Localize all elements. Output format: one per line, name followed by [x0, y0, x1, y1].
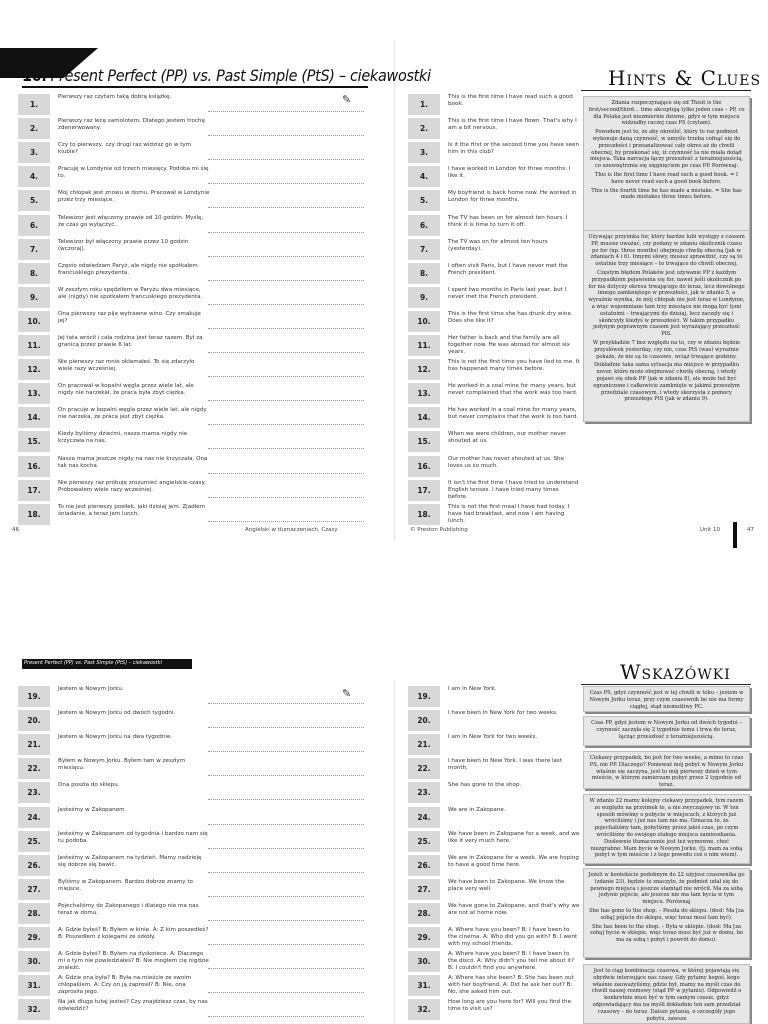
exercise-sentence: We are in Zakopane.: [448, 806, 506, 813]
running-header-banner: [22, 659, 192, 669]
exercise-row: [408, 927, 578, 949]
exercise-number: 26.: [18, 855, 50, 876]
exercise-row: [408, 758, 578, 780]
exercise-number: 9.: [408, 287, 440, 308]
running-header-text: Present Perfect (PP) vs. Past Simple (PtS) – ciekawostki: [24, 660, 162, 666]
exercise-row: [408, 951, 578, 973]
exercise-row: [18, 879, 364, 901]
exercise-number: 17.: [18, 480, 50, 501]
exercise-sentence: She has gone to the shop.: [448, 782, 522, 789]
exercise-number: 16.: [18, 456, 50, 477]
exercise-number: 22.: [408, 758, 440, 779]
exercise-sentence: We have been to Zakopane. We know the place very well.: [448, 878, 565, 892]
exercise-row: [408, 807, 578, 829]
exercise-number: 10.: [408, 311, 440, 332]
exercise-row: [18, 287, 364, 309]
exercise-number: 3.: [408, 142, 440, 163]
exercise-number: 26.: [408, 855, 440, 876]
hint-paragraph: Jest to ciąg kombinacja czasowa, w której pojawiają się obydwie intersujące nas czasy. Gdy pytamy kogoś, kogo właśnie zauważyliśmy, gdzie był, mamy na myśli czas do chwili naszej rozmowy (stąd PP w pytaniu). Odpowiedź o konkretnie musi być w tym samym czasie, gdyż odpowiadający ma na myśli dokładnie ten sam przedział czasowy – do teraz. Dalsze pytania, o szczegóły jego pobytu, zawsze: [591, 968, 742, 1022]
exercise-row: [408, 734, 578, 756]
hint-box-present-simple: [583, 686, 750, 712]
exercise-row: [408, 855, 578, 877]
exercise-number: 8.: [408, 263, 440, 284]
answer-line[interactable]: [208, 968, 364, 969]
answer-line[interactable]: [208, 920, 364, 921]
answer-line[interactable]: [208, 944, 364, 945]
exercise-sentence: This is the first time I have read such a good book.: [448, 94, 573, 107]
exercise-number: 15.: [18, 431, 50, 452]
exercise-sentence: Na jak długo tutaj jesteś? Czy znajdziesz czas, by nas odwiedzić?: [58, 999, 208, 1013]
exercise-number: 30.: [408, 951, 440, 972]
exercise-number: 29.: [408, 927, 440, 948]
exercise-row: [408, 263, 578, 285]
footer-publisher: © Preston Publishing: [410, 527, 468, 533]
exercise-sentence: I have been to New York. I was there last month.: [448, 758, 563, 772]
hint-box-this-is-first-time: [583, 96, 750, 232]
pencil-icon: ✎: [342, 687, 352, 700]
exercise-sentence: Jesteśmy w Zakopanem na tydzień. Mamy nadzieję się dobrze się bawić.: [58, 854, 202, 868]
exercise-row: [18, 118, 364, 140]
answer-line[interactable]: [208, 328, 364, 329]
exercise-row: [18, 807, 364, 829]
exercise-sentence: Jestem w Nowym Jorku od dwóch tygodni.: [58, 710, 176, 717]
exercise-number: 4.: [18, 166, 50, 187]
footer-unit: Unit 10: [700, 527, 720, 533]
hint-paragraph: Powodem jest to, że aby określić, który to raz podmiot wykonuje daną czynność, w umyśle trzeba cofnąć się do przeszłości i przeanalizować cały okres aż do chwili obecnej, by przekonać się, iż czynność ta nie miała dotąd miejsca. Taka narracja łączy przeszłość z teraźniejszością, co uzewnętrznia się sięgnięciem po czas PP. Porównaj:: [589, 129, 743, 170]
exercise-row: [408, 480, 578, 502]
exercise-number: 31.: [18, 975, 50, 996]
answer-line[interactable]: [208, 521, 364, 522]
exercise-row: [408, 831, 578, 853]
exercise-number: 6.: [408, 215, 440, 236]
exercise-sentence: A: Gdzie byłeś? B: Byłem w kinie. A: Z kim poszedłeś? B: Poszedłem z kolegami ze szkoły.: [58, 927, 209, 940]
exercise-sentence: On pracuje w kopalni węgla przez wiele lat, ale nigdy nie narzeka, że praca jest zbyt ciężka.: [58, 407, 207, 421]
exercise-row: [408, 190, 578, 212]
exercise-number: 20.: [408, 710, 440, 731]
exercise-sentence: I spent two months in Paris last year, but I never met the French president.: [448, 286, 567, 300]
exercise-number: 5.: [18, 190, 50, 211]
exercise-row: [408, 359, 578, 381]
answer-line[interactable]: [208, 207, 364, 208]
answer-line[interactable]: [208, 992, 364, 993]
exercise-number: 19.: [18, 686, 50, 707]
exercise-number: 11.: [18, 335, 50, 356]
exercise-number: 30.: [18, 951, 50, 972]
exercise-number: 27.: [18, 879, 50, 900]
exercise-sentence: Często odwiedzam Paryż, ale nigdy nie spotkałem francuskiego prezydenta.: [58, 262, 198, 276]
exercise-row: [18, 431, 364, 453]
exercise-number: 13.: [18, 383, 50, 404]
exercise-sentence: My boyfriend is back home now. He worked in London for three months.: [448, 190, 577, 204]
answer-line[interactable]: [208, 775, 364, 776]
hint-paragraph: Zdania rozpoczynające się od Thisit is the first/second/third... time akceptują tylko jeden czas – PP, co dla Polaka jest niezmiernie dziwne, gdyż w tym miejscu widziałby raczej czas PS (czytam).: [588, 100, 745, 127]
exercise-sentence: Byliśmy w Zakopanem. Bardzo dobrze znamy to miejsce.: [58, 878, 193, 892]
exercise-sentence: Mój chłopak jest znowu w domu. Pracował w Londynie przez trzy miesiące.: [58, 190, 210, 204]
exercise-number: 3.: [18, 142, 50, 163]
hint-box-present-perfect: [583, 716, 750, 746]
answer-line[interactable]: [208, 400, 364, 401]
exercise-number: 7.: [408, 239, 440, 260]
hint-paragraph: This is the first time I have read such a good book. = I have never read such a good book before.: [594, 171, 739, 185]
page-number-left: 46: [12, 527, 19, 533]
gutter: [394, 40, 395, 540]
answer-line[interactable]: [208, 135, 364, 136]
answer-line[interactable]: [208, 256, 364, 257]
hint-paragraph: W przykładzie 7 bez względu na to, czy w zdaniu będzie przysłówek yesterday, czy nie, czas PtS (was) wyraźnie pokaże, że nie są to czasowe, wciąż trwające godziny.: [592, 339, 741, 360]
answer-line[interactable]: [208, 352, 364, 353]
exercise-row: [18, 166, 364, 188]
exercise-row: [18, 94, 364, 116]
exercise-row: [408, 782, 578, 804]
hint-paragraph: W zdaniu 22 mamy kolejny ciekawy przypadek, tym razem ze względu na przyimek to, a nie zwyczajowy in. W ten sposób mówimy o pobycie w miejscach, z których już wróciliśmy i już nas tam nie ma. Oznacza to, że pojechaliśmy tam, pobyliśmy przez jakiś czas, po czym wróciliśmy do swojego stałego miejsca zamieszkania. Dosłownie tłumaczenie jest też wymowne, choć niezgrabne: Mam bycie w Nowym Jorku. (tj. mam za sobą pobyt w tym mieście i z tego powodu coś o nim wiem).: [589, 798, 744, 859]
answer-line[interactable]: [208, 751, 364, 752]
exercise-sentence: We are in Zakopane for a week. We are hoping to have a good time here.: [448, 854, 579, 868]
exercise-row: [18, 215, 364, 237]
exercise-sentence: This is the first time she has drunk dry wine. Does she like it?: [448, 310, 573, 324]
exercise-row: [408, 166, 578, 188]
footer-book-title: Angielski w tłumaczeniach. Czasy: [245, 527, 338, 533]
exercise-row: [18, 734, 364, 756]
exercise-row: [18, 782, 364, 804]
answer-line[interactable]: [208, 848, 364, 849]
exercise-row: [18, 359, 364, 381]
exercise-row: [408, 999, 578, 1021]
exercise-number: 24.: [18, 807, 50, 828]
hint-box-gone-vs-been: [583, 868, 750, 958]
exercise-row: [18, 263, 364, 285]
answer-line[interactable]: [208, 183, 364, 184]
exercise-number: 18.: [408, 504, 440, 525]
exercise-row: [18, 903, 364, 925]
exercise-row: [18, 999, 364, 1021]
gutter-bottom: [394, 680, 395, 1024]
exercise-row: [408, 456, 578, 478]
exercise-number: 20.: [18, 710, 50, 731]
title-rule: [22, 86, 368, 88]
answer-line[interactable]: [208, 304, 364, 305]
exercise-number: 2.: [18, 118, 50, 139]
exercise-number: 21.: [408, 734, 440, 755]
exercise-sentence: Her father is back and the family are all together now. He was abroad for almost six years.: [448, 335, 570, 355]
exercise-sentence: A: Where has she been? B: She has been out with her boyfriend. A: Did he ask her out? B: No, she asked him out.: [448, 975, 574, 996]
exercise-number: 29.: [18, 927, 50, 948]
exercise-row: [408, 504, 578, 526]
answer-line[interactable]: [208, 159, 364, 160]
hint-paragraph: This is the fourth time he has made a mistake. = She has made mistakes three times before.: [591, 187, 742, 201]
exercise-row: [18, 758, 364, 780]
exercise-sentence: We have been in Zakopane for a week, and we like it very much here.: [448, 830, 580, 844]
exercise-number: 8.: [18, 263, 50, 284]
hint-paragraph: Jeżeli w kontekście podobnym do 22 użyjesz czasownika go (zdanie 23), będzie to znaczyło, że podmiot udał się do pewnego miejsca i jeszcze stamtąd nie wrócił. Ma za sobą jedynie pójście, ale jeszcze nie ma tam bycia w tym miejscu. Porównaj: [588, 872, 745, 906]
exercise-row: [18, 407, 364, 429]
exercise-row: [408, 287, 578, 309]
exercise-number: 22.: [18, 758, 50, 779]
exercise-sentence: Jestem w Nowym Jorku.: [58, 686, 124, 692]
exercise-sentence: Nie pierwszy raz mnie okłamałeś. To się zdarzyło wiele razy wcześniej.: [58, 359, 195, 373]
exercise-sentence: Ona pierwszy raz pije wytrawne wino. Czy smakuje jej?: [58, 310, 201, 324]
answer-line[interactable]: [208, 448, 364, 449]
exercise-row: [18, 239, 364, 261]
hint-box-for-never: [583, 230, 750, 422]
exercise-row: [18, 975, 364, 997]
hint-paragraph: Dokładnie taka sama sytuacja ma miejsce w przypadku never, które może obejmować chwilę obecną, i wtedy pojawi się obok PP (jak w zdaniu 8), ale może też być ograniczone i całkowicie zamknięte w jakimś przeszłym przedziale czasowym, i wtedy skorzysta z pomocy przeszłego PtS (jak w zdaniu 9).: [593, 362, 740, 403]
exercise-sentence: Jej tata wrócił i cała rodzina jest teraz razem. Był za granicą przez prawie 6 lat.: [58, 335, 203, 348]
exercise-row: [408, 239, 578, 261]
exercise-number: 25.: [408, 831, 440, 852]
exercise-sentence: I have worked in London for three months. I like it.: [448, 166, 571, 180]
exercise-number: 31.: [408, 975, 440, 996]
exercise-sentence: Kiedy byliśmy dziećmi, nasza mama nigdy nie krzyczała na nas.: [58, 431, 188, 445]
exercise-row: [18, 686, 364, 708]
exercise-row: [408, 311, 578, 333]
answer-line[interactable]: [208, 872, 364, 873]
exercise-row: [18, 855, 364, 877]
answer-line[interactable]: [208, 896, 364, 897]
answer-line[interactable]: [208, 1016, 364, 1017]
exercise-row: [408, 118, 578, 140]
exercise-row: [18, 831, 364, 853]
exercise-row: [408, 710, 578, 732]
exercise-row: [408, 383, 578, 405]
exercise-number: 15.: [408, 431, 440, 452]
answer-line[interactable]: [208, 473, 364, 474]
exercise-sentence: Jesteśmy w Zakopanem od tygodnia i bardzo nam się tu podoba.: [58, 830, 208, 844]
exercise-sentence: This is not the first time you have lied to me. It has happened many times before.: [448, 359, 580, 373]
exercise-sentence: We have gone to Zakopane, and that's why we are not at home now.: [448, 902, 580, 916]
exercise-number: 4.: [408, 166, 440, 187]
answer-line[interactable]: [208, 111, 364, 112]
hint-paragraph: She has been to the shop. – Była w sklepie. (dosł: Ma [za sobą] bycie w sklepie, więc teraz musi być już w domu, bo ma za sobą i pobyt i powrót do domu).: [589, 923, 744, 944]
exercise-number: 17.: [408, 480, 440, 501]
exercise-row: [408, 142, 578, 164]
wskazowki-title: Wskazówki: [620, 660, 731, 684]
answer-line[interactable]: [208, 497, 364, 498]
exercise-number: 2.: [408, 118, 440, 139]
answer-line[interactable]: [208, 376, 364, 377]
exercise-sentence: When we were children, our mother never shouted at us.: [448, 431, 567, 445]
exercise-sentence: W zeszłym roku spędziłem w Paryżu dwa miesiące, ale (nigdy) nie spotkałem francuskiego prezydenta.: [58, 286, 203, 300]
exercise-sentence: A: Gdzie byłeś? B: Byłam na dyskotece. A: Dlaczego mi o tym nie powiedziałeś? B: Nie mogłem cię nigdzie znaleźć.: [58, 951, 209, 972]
exercise-row: [408, 975, 578, 997]
exercise-sentence: Pierwszy raz lecę samolotem. Dlatego jestem trochę zdenerwowany.: [58, 118, 205, 132]
exercise-row: [18, 710, 364, 732]
exercise-number: 23.: [18, 782, 50, 803]
exercise-sentence: He worked in a coal mine for many years, but never complained that the work was too hard.: [448, 383, 578, 397]
exercise-row: [408, 686, 578, 708]
exercise-row: [18, 927, 364, 949]
exercise-sentence: Telewizor jest włączony prawie od 10 godzin. Myślę, że czas go wyłączyć.: [58, 214, 204, 228]
exercise-row: [18, 190, 364, 212]
exercise-number: 28.: [408, 903, 440, 924]
chapter-title-text: Present Perfect (PP) vs. Past Simple (PtS) – ciekawostki: [50, 66, 431, 85]
exercise-number: 12.: [408, 359, 440, 380]
exercise-row: [408, 407, 578, 429]
exercise-sentence: Czy to pierwszy, czy drugi raz widzisz go w tym klubie?: [58, 142, 192, 156]
exercise-number: 32.: [18, 999, 50, 1020]
exercise-number: 14.: [408, 407, 440, 428]
exercise-sentence: Byłem w Nowym Jorku. Byłem tam w zeszłym miesiącu.: [58, 758, 186, 772]
exercise-row: [408, 215, 578, 237]
exercise-sentence: This is not the first meal I have had today. I have had breakfast, and now I am having lunch.: [448, 503, 570, 524]
exercise-row: [18, 142, 364, 164]
answer-line[interactable]: [208, 824, 364, 825]
exercise-sentence: Pracuję w Londynie od trzech miesięcy. Podoba mi się to.: [58, 166, 209, 180]
exercise-sentence: Nie pierwszy raz próbuję zrozumieć angielskie czasy. Próbowałem wiele razy wcześniej.: [58, 479, 206, 493]
exercise-number: 25.: [18, 831, 50, 852]
exercise-sentence: On pracował w kopalni węgla przez wiele lat, ale nigdy nie narzekał, że praca była zbyt ciężka.: [58, 383, 194, 397]
exercise-row: [18, 335, 364, 357]
hint-paragraph: Używając przyimka for, który bardzo lubi występy z czasem PP, musisz uważać, czy podany w zdaniu okolicznik czasu po for (np. three months) obejmuje chwilę obecną (jak w zdaniach 4 i 6). Innymi słowy, musisz sprawdzić, czy są to ostatnie trzy miesiące – to trwające do chwili obecnej.: [588, 234, 745, 268]
exercise-number: 18.: [18, 504, 50, 525]
exercise-number: 21.: [18, 734, 50, 755]
exercise-number: 16.: [408, 456, 440, 477]
exercise-number: 14.: [18, 407, 50, 428]
exercise-sentence: A: Where have you been? B: I have been to the cinema. A: Who did you go with? B: I went with my school friends.: [448, 927, 578, 947]
exercise-sentence: Is it the first or the second time you have seen him in this club?: [448, 142, 580, 156]
exercise-sentence: I am in New York.: [448, 686, 497, 692]
exercise-sentence: Our mother has never shouted at us. She loves us so much.: [448, 455, 564, 469]
exercise-number: 1.: [18, 94, 50, 115]
exercise-number: 11.: [408, 335, 440, 356]
exercise-row: [18, 951, 364, 973]
exercise-number: 28.: [18, 903, 50, 924]
page-number-right: 47: [747, 527, 754, 533]
exercise-row: [408, 431, 578, 453]
exercise-sentence: Jesteśmy w Zakopanem.: [58, 806, 127, 813]
wskazowki-rule: [581, 684, 751, 685]
exercise-sentence: Pojechaliśmy do Zakopanego i dlatego nie ma nas teraz w domu.: [58, 902, 199, 916]
exercise-row: [18, 383, 364, 405]
exercise-sentence: Pierwszy raz czytam taką dobrą książkę.: [58, 94, 172, 100]
answer-line[interactable]: [208, 280, 364, 281]
exercise-sentence: Telewizor był włączony prawie przez 10 godzin (wczoraj).: [58, 238, 189, 252]
exercise-number: 5.: [408, 190, 440, 211]
exercise-sentence: I am in New York for two weeks.: [448, 734, 538, 741]
chapter-title: [22, 66, 431, 85]
exercise-sentence: Nasza mama jeszcze nigdy na nas nie krzyczała. Ona tak nas kocha.: [58, 455, 208, 469]
exercise-number: 27.: [408, 879, 440, 900]
hints-rule: [581, 90, 751, 91]
folio-bar: [733, 522, 737, 548]
exercise-row: [408, 879, 578, 901]
pencil-icon: ✎: [342, 93, 352, 106]
exercise-number: 7.: [18, 239, 50, 260]
exercise-number: 10.: [18, 311, 50, 332]
exercise-sentence: How long are you here for? Will you find the time to visit us?: [448, 999, 572, 1013]
exercise-number: 6.: [18, 215, 50, 236]
exercise-sentence: A: Gdzie ona była? B: Była na mieście ze swoim chłopakiem. A: Czy on ją zaprosił? B: Nie, ona zaprosiła jego.: [58, 975, 192, 996]
exercise-sentence: The TV was on for almost ten hours (yesterday).: [448, 238, 548, 252]
answer-line[interactable]: [208, 232, 364, 233]
exercise-row: [18, 504, 364, 526]
hint-paragraph: Czas PP, gdyż jestem w Nowym Jorku od dwóch tygodni – czynność zaczęła się 2 tygodnie temu i trwa do teraz, łącząc przeszłość z teraźniejszością.: [591, 720, 742, 740]
answer-line[interactable]: [208, 799, 364, 800]
exercise-row: [408, 94, 578, 116]
exercise-number: 23.: [408, 782, 440, 803]
exercise-row: [18, 311, 364, 333]
exercise-number: 9.: [18, 287, 50, 308]
hint-box-been-to: [583, 794, 750, 864]
exercise-row: [408, 335, 578, 357]
hint-box-for-two-weeks: [583, 751, 750, 789]
exercise-row: [408, 903, 578, 925]
hint-paragraph: She has gone to the shop. – Poszła do sklepu. (dosł: Ma [za sobą] pójście do sklepu, więc teraz musi tam być).: [589, 907, 744, 921]
hint-box-where-have-you-been: [583, 964, 750, 1024]
hint-paragraph: Czas PS, gdyż czynność jest w tej chwili w toku – jestem w Nowym Jorku teraz, przy czym czasownik be nie ma formy ciągłej, stąd niemożliwy PC.: [589, 690, 744, 710]
exercise-number: 24.: [408, 807, 440, 828]
exercise-sentence: Jestem w Nowym Jorku na dwa tygodnie.: [58, 734, 173, 741]
exercise-sentence: The TV has been on for almost ten hours. I think it is time to turn it off.: [448, 214, 568, 228]
answer-line[interactable]: [208, 727, 364, 728]
exercise-number: 12.: [18, 359, 50, 380]
exercise-sentence: To nie jest pierwszy posiłek, jaki dzisiaj jem. Zjadłem śniadanie, a teraz jem lunch.: [58, 503, 206, 517]
exercise-sentence: A: Where have you been? B: I have been to the disco. A: Why didn't you tell me about it? B: I couldn't find you anywhere.: [448, 951, 575, 972]
exercise-row: [18, 456, 364, 478]
exercise-sentence: I often visit Paris, but I have never met the French president.: [448, 262, 568, 276]
chapter-number: 10.: [22, 66, 47, 85]
exercise-sentence: I have been in New York for two weeks.: [448, 710, 558, 717]
exercise-number: 13.: [408, 383, 440, 404]
exercise-number: 19.: [408, 686, 440, 707]
hint-paragraph: Częstym błędem Polaków jest używanie PP z każdym przypadkiem pojawienia się for, nawet jeśli okolicznik po for nie dotyczy okresu trwającego do teraz, lecz dowolnego innego zamkniętego w przeszłości, jak w zdaniu 5, a wyraźnie wynika, że mój chłopak nie jest teraz w Londynie, a więc wspomniane tam trzy miesiące nie mogą być tymi ostatnimi – trwającymi do dzisiaj, lecz zaczęły się i skończyły kiedyś w przeszłości. W takim przypadku jedynym poprawnym czasem jest wyrażający przeszłość PtS.: [588, 269, 745, 338]
exercise-number: 1.: [408, 94, 440, 115]
exercise-row: [18, 480, 364, 502]
answer-line[interactable]: [208, 703, 364, 704]
exercise-sentence: It isn't the first time I have tried to understand English tenses. I have tried many times before.: [448, 479, 579, 500]
exercise-sentence: He has worked in a coal mine for many years, but never complains that the work is too hard.: [448, 407, 579, 421]
exercise-sentence: Ona poszła do sklepu.: [58, 782, 120, 789]
exercise-number: 32.: [408, 999, 440, 1020]
hints-title: Hints & Clues: [608, 66, 762, 90]
exercise-sentence: This is the first time I have flown. That's why I am a bit nervous.: [448, 118, 577, 132]
answer-line[interactable]: [208, 424, 364, 425]
hint-paragraph: Ciekawy przypadek, bo jest for two weeks, a mimo to czas PS, nie PP. Dlaczego? Ponieważ mój pobyt w Nowym Jorku właśnie się zaczyna, jest to mój pierwszy dzień w tym mieście, w którym zamierzam pobyć przez 2 tygodnie od teraz.: [589, 755, 744, 789]
